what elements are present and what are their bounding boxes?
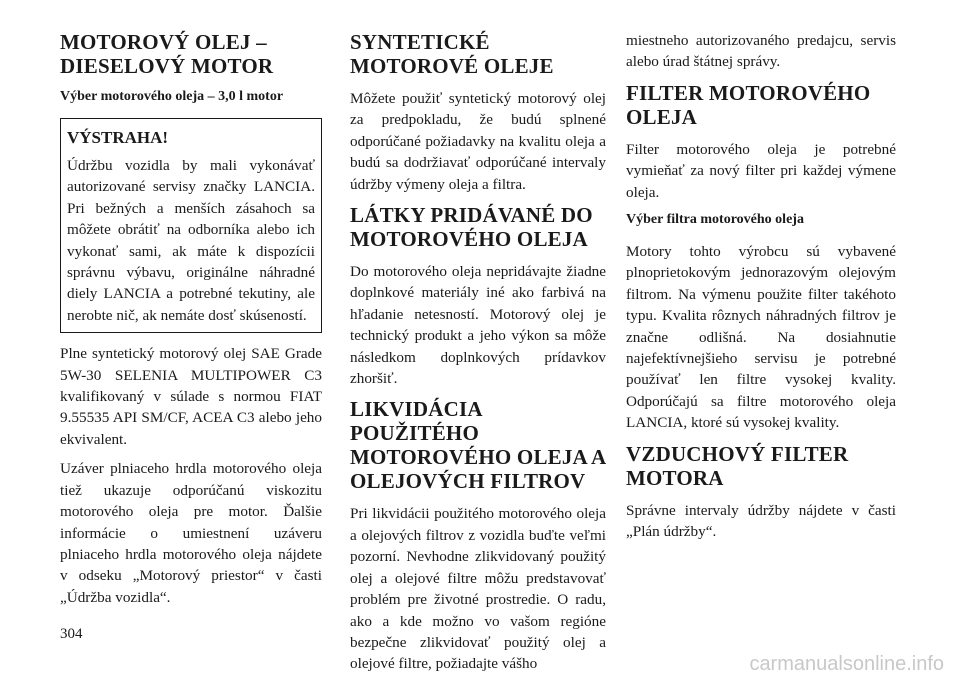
column-1 [60,30,322,616]
paragraph-oil-additives: Do motorového oleja nepridávajte žiadne doplnkové materiály iné ako farbivá na hľadanie netesností. Motorový olej je technický produkt a jeho výkon sa môže následkom doplnkových prídavkov zhoršiť. [350,263,606,388]
paragraph-synthetic-oils: Môžete použiť syntetický motorový olej za predpokladu, že budú splnené odporúčané požiadavky na kvalitu oleja a budú sa dodržiavať odporúčané intervaly údržby výmeny oleja a filtra. [350,90,606,193]
warning-text: Údržbu vozidla by mali vykonávať autorizované servisy značky LANCIA. Pri bežných a menších zásahoch sa môžete obrátiť na odborníka alebo ich vykonať sami, ak máte k dispozícii správnu výbavu, originálne náhradné diely LANCIA a potrebné tekutiny, ale nerobte nič, ak nemáte dosť skúseností. [67,157,315,324]
column-3 [626,30,896,551]
paragraph-oil-spec: Plne syntetický motorový olej SAE Grade 5W-30 SELENIA MULTIPOWER C3 kvalifikovaný v súlade s normou FIAT 9.55535 API SM/CF, ACEA C3 alebo jeho ekvivalent. [60,345,322,448]
warning-title: VÝSTRAHA! [67,128,169,147]
section-heading-oil-additives: LÁTKY PRIDÁVANÉ DO MOTOROVÉHO OLEJA [350,203,593,252]
paragraph-oil-filter: Filter motorového oleja je potrebné vymieňať za nový filter pri každej výmene oleja. [626,140,896,201]
paragraph-filler-cap: Uzáver plniaceho hrdla motorového oleja tiež ukazuje odporúčanú viskozitu motorového oleja pre motor. Ďalšie informácie o umiestnení uzáveru plniaceho hrdla motorového oleja nájdete v odseku „Motorový priestor“ v časti „Údržba vozidla“. [60,460,322,606]
paragraph-filter-selection: Motory tohto výrobcu sú vybavené plnoprietokovým jednorazovým olejovým filtrom. Na výmenu použite filter takéhoto typu. Kvalita rôznych náhradných filtrov je značne odlišná. Na dosiahnutie najefektívnejšieho servisu je potrebné používať len filtre vysokej kvality. Odporúčajú sa filtre motorového oleja LANCIA, ktoré sú vysokej kvality. [626,243,896,432]
subheading-oil-selection: Výber motorového oleja – 3,0 l motor [60,89,284,104]
section-heading-oil-filter: FILTER MOTOROVÉHO OLEJA [626,80,871,129]
warning-box [60,118,322,333]
watermark: carmanualsonline.info [749,653,944,675]
section-heading-oil-disposal: LIKVIDÁCIA POUŽITÉHO MOTOROVÉHO OLEJA A OLEJOVÝCH FILTROV [350,397,606,494]
column-2 [350,30,606,683]
page-number: 304 [60,626,83,642]
paragraph-disposal-continued: miestneho autorizovaného predajcu, servis alebo úrad štátnej správy. [626,32,896,71]
section-heading-synthetic-oils: SYNTETICKÉ MOTOROVÉ OLEJE [350,30,554,78]
section-heading-diesel-oil: MOTOROVÝ OLEJ – DIESELOVÝ MOTOR [60,30,274,78]
paragraph-oil-disposal: Pri likvidácii použitého motorového oleja a olejových filtrov z vozidla buďte veľmi pozorní. Nevhodne zlikvidovaný použitý olej a olejové filtre môžu predstavovať problém pre životné prostredie. O radu, ako a kde možno vo vašom regióne bezpečne zlikvidovať použitý olej a olejové filtre, požiadajte vášho [350,505,606,673]
section-heading-air-filter: VZDUCHOVÝ FILTER MOTORA [626,441,849,490]
subheading-filter-selection: Výber filtra motorového oleja [626,212,804,228]
paragraph-air-filter: Správne intervaly údržby nájdete v časti „Plán údržby“. [626,501,896,541]
